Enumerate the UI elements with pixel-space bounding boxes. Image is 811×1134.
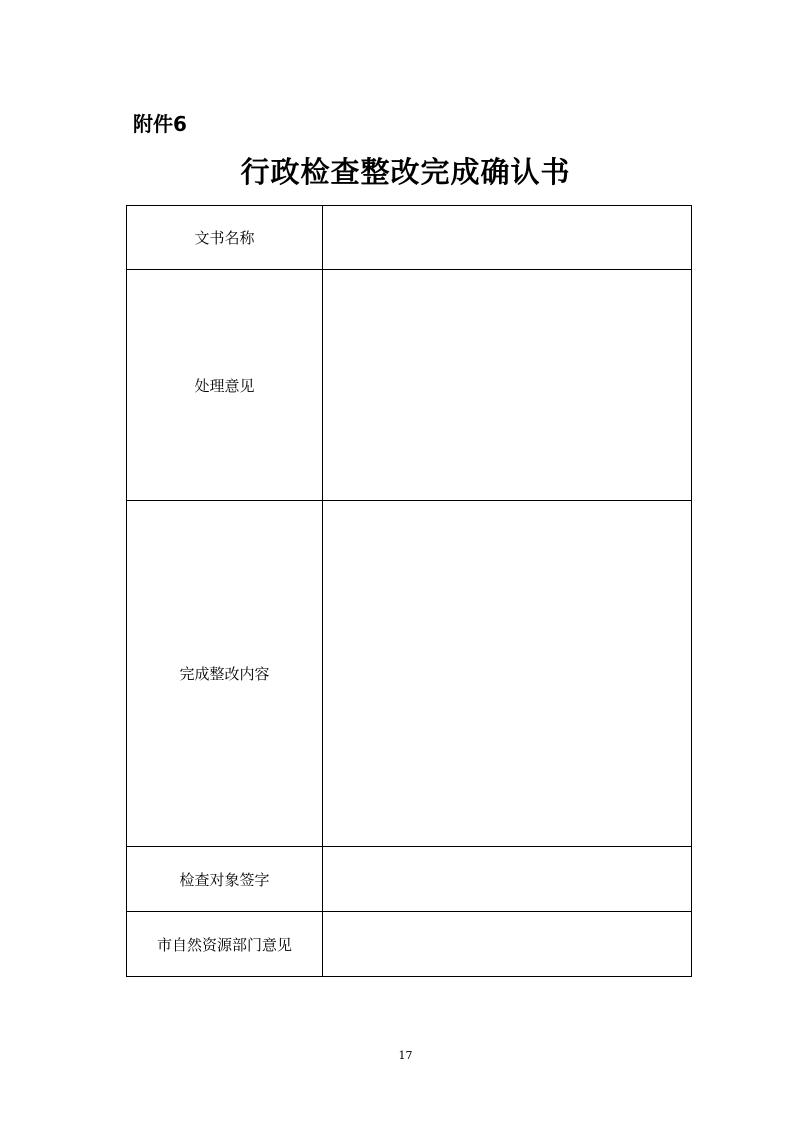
rectification-content-field[interactable] — [323, 501, 692, 847]
handling-opinion-label: 处理意见 — [127, 270, 323, 501]
table-row-document-name — [127, 206, 692, 270]
confirmation-form-table — [126, 205, 692, 977]
table-row-handling-opinion — [127, 270, 692, 501]
rectification-content-label: 完成整改内容 — [127, 501, 323, 847]
table-row-department-opinion — [127, 912, 692, 977]
table-row-inspected-party-signature — [127, 847, 692, 912]
page-number: 17 — [398, 1049, 413, 1062]
document-name-field[interactable] — [323, 206, 692, 270]
department-opinion-label: 市自然资源部门意见 — [127, 912, 323, 977]
inspected-party-signature-field[interactable] — [323, 847, 692, 912]
department-opinion-field[interactable] — [323, 912, 692, 977]
attachment-label: 附件6 — [133, 112, 187, 136]
document-name-label: 文书名称 — [127, 206, 323, 270]
document-title: 行政检查整改完成确认书 — [240, 155, 571, 189]
inspected-party-signature-label: 检查对象签字 — [127, 847, 323, 912]
handling-opinion-field[interactable] — [323, 270, 692, 501]
table-row-rectification-content — [127, 501, 692, 847]
